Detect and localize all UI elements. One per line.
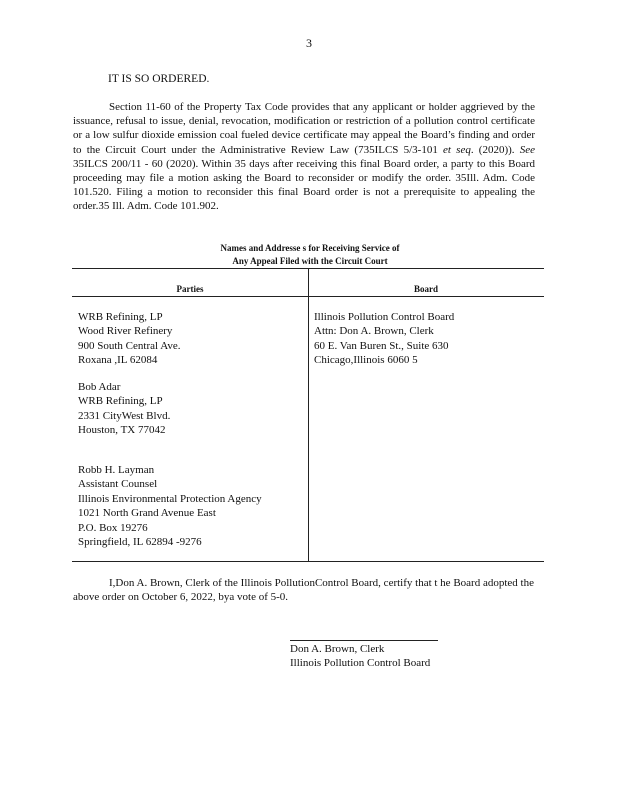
party-address-iepa: Robb H. Layman Assistant Counsel Illinois Environmental Protection Agency 1021 North Grand Avenue East P.O. Box 19276 Springfield, IL 62894 -9276 bbox=[78, 464, 262, 549]
page-number: 3 bbox=[306, 36, 312, 50]
parties-column-header: Parties bbox=[176, 284, 204, 294]
service-table-title bbox=[150, 242, 470, 268]
service-title-line1: Names and Addresse s for Receiving Service of bbox=[220, 243, 400, 253]
table-bottom-rule bbox=[72, 561, 544, 562]
signature-line bbox=[290, 640, 438, 641]
table-column-divider bbox=[308, 268, 309, 561]
et-seq-text: et seq bbox=[443, 143, 471, 156]
board-column-header: Board bbox=[413, 284, 438, 294]
order-statement: IT IS SO ORDERED. bbox=[108, 73, 210, 85]
see-signal-text: See bbox=[519, 143, 535, 156]
service-title-line2: Any Appeal Filed with the Circuit Court bbox=[232, 256, 388, 266]
board-address: Illinois Pollution Control Board Attn: Don A. Brown, Clerk 60 E. Van Buren St., Suite 630 Chicago,Illinois 6060 5 bbox=[314, 311, 455, 367]
party-address-wrb: WRB Refining, LP Wood River Refinery 900 South Central Ave. Roxana ,IL 62084 bbox=[78, 311, 181, 367]
appeal-rights-paragraph bbox=[73, 100, 535, 214]
clerk-certification bbox=[73, 576, 535, 605]
appeal-text-part2: . (2020)). bbox=[470, 143, 520, 156]
appeal-text-part1: Section 11-60 of the Property Tax Code provides that any applicant or holder aggrieved by the issuance, refusal to issue, denial, revocation, modification or restriction of a pollution control certificate or a low sulfur dioxide emission coal fueled device certificate may appeal the Board’s finding and order to the Circuit Court under the Administrative Review Law (735ILCS 5/3-101 bbox=[73, 101, 535, 156]
appeal-text-part3: 35ILCS 200/11 - 60 (2020). Within 35 days after receiving this final Board order, a party to this Board proceeding may file a motion asking the Board to reconsider or modify the order. 35Ill. Adm. Code 101.520. Filing a motion to reconsider this final Board order is not a prerequisite to appealing the order.35 Ill. Adm. Code 101.902. bbox=[73, 157, 535, 213]
party-address-bob-adar: Bob Adar WRB Refining, LP 2331 CityWest Blvd. Houston, TX 77042 bbox=[78, 381, 171, 437]
certification-text: I,Don A. Brown, Clerk of the Illinois PollutionControl Board, certify that t he Board adopted the above order on October 6, 2022, bya vote of 5-0. bbox=[73, 577, 534, 604]
signature-block: Don A. Brown, Clerk Illinois Pollution Control Board bbox=[290, 643, 431, 670]
